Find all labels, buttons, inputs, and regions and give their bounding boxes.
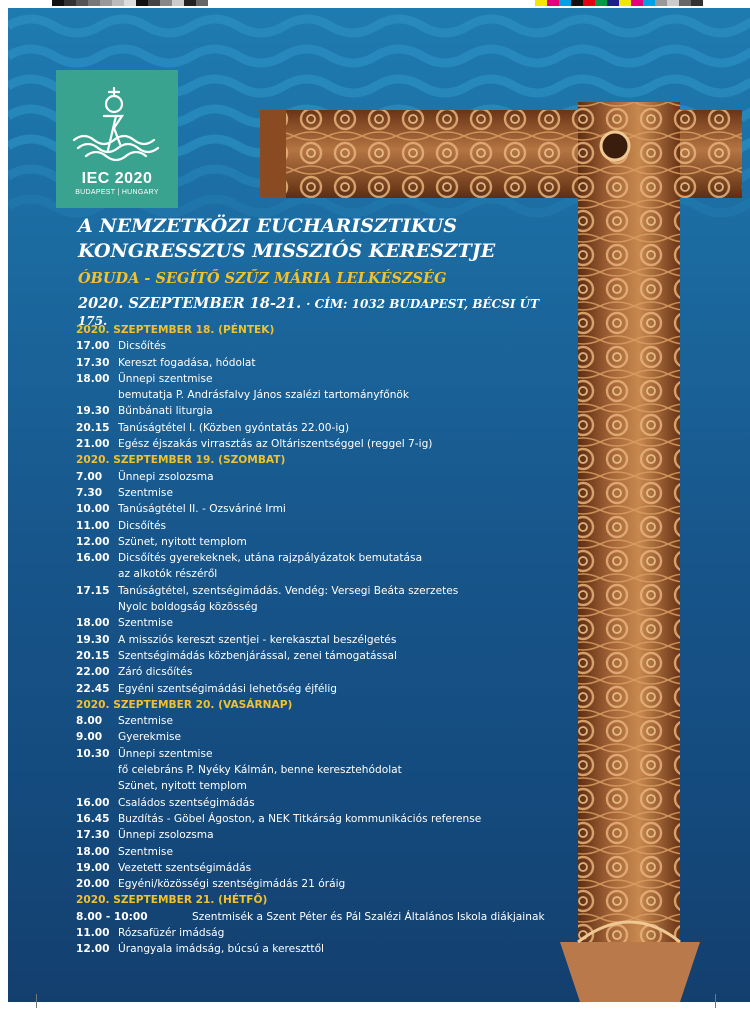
print-grayscale-bar (52, 0, 208, 6)
day-heading: 2020. SZEPTEMBER 21. (HÉTFŐ) (76, 894, 268, 907)
schedule-row: 7.30 Szentmise (76, 486, 173, 499)
schedule-row: az alkotók részéről (118, 568, 218, 581)
schedule-row: 16.00 Családos szentségimádás (76, 796, 255, 809)
logo-location: BUDAPEST | HUNGARY (75, 189, 159, 196)
schedule-row: 10.00 Tanúságtétel II. - Ozsváriné Irmi (76, 503, 286, 516)
schedule-row: fő celebráns P. Nyéky Kálmán, benne keresztehódolat (118, 764, 402, 777)
crop-mark (36, 994, 37, 1008)
schedule-row: 18.00 Szentmise (76, 617, 173, 630)
schedule-row: 17.00 Dicsőítés (76, 340, 167, 353)
title-line-2: KONGRESSZUS MISSZIÓS KERESZTJE (78, 240, 496, 262)
title-line-1: A NEMZETKÖZI EUCHARISZTIKUS (78, 215, 457, 237)
schedule-row: 10.30 Ünnepi szentmise (76, 747, 213, 760)
schedule-row: 19.00 Vezetett szentségimádás (76, 861, 252, 874)
schedule (76, 322, 546, 958)
schedule-row: 11.00 Dicsőítés (76, 519, 167, 532)
schedule-row: 19.30 Bűnbánati liturgia (76, 405, 213, 418)
day-heading: 2020. SZEPTEMBER 20. (VASÁRNAP) (76, 698, 293, 711)
schedule-row: Nyolc boldogság közösség (118, 601, 258, 614)
iec-logo (56, 70, 178, 208)
schedule-row: 17.30 Kereszt fogadása, hódolat (76, 356, 256, 369)
schedule-row: bemutatja P. Andrásfalvy János szalézi tartományfőnök (118, 389, 410, 402)
schedule-row: 7.00 Ünnepi zsolozsma (76, 470, 214, 483)
schedule-row: 22.00 Záró dicsőítés (76, 666, 193, 679)
page-title (78, 214, 548, 264)
schedule-row: 8.00 - 10:00 Szentmisék a Szent Péter és Pál Szalézi Általános Iskola diákjainak (76, 910, 545, 923)
schedule-row: 11.00 Rózsafüzér imádság (76, 926, 225, 939)
schedule-row: 19.30 A missziós kereszt szentjei - kerekasztal beszélgetés (76, 633, 397, 646)
schedule-row: 20.15 Szentségimádás közbenjárással, zenei támogatással (76, 649, 397, 662)
schedule-row: 18.00 Ünnepi szentmise (76, 372, 213, 385)
schedule-row: 16.00 Dicsőítés gyerekeknek, utána rajzpályázatok bemutatása (76, 552, 423, 565)
schedule-row: 20.15 Tanúságtétel I. (Közben gyóntatás 22.00-ig) (76, 421, 350, 434)
schedule-row: 17.30 Ünnepi zsolozsma (76, 829, 214, 842)
logo-name: IEC 2020 (81, 170, 153, 187)
schedule-row: Szünet, nyitott templom (118, 780, 247, 793)
poster (8, 8, 750, 1002)
schedule-row: 8.00 Szentmise (76, 715, 173, 728)
print-color-bar (535, 0, 703, 6)
schedule-row: 22.45 Egyéni szentségimádási lehetőség éjfélig (76, 682, 338, 695)
schedule-row: 21.00 Egész éjszakás virrasztás az Oltáriszentséggel (reggel 7-ig) (76, 438, 433, 451)
eucharist-cross-wave-icon (56, 70, 178, 170)
schedule-row: 16.45 Buzdítás - Göbel Ágoston, a NEK Titkárság kommunikációs referense (76, 812, 482, 825)
address: · CÍM: 1032 BUDAPEST, BÉCSI ÚT 175. (78, 297, 540, 328)
schedule-row: 17.15 Tanúságtétel, szentségimádás. Vendég: Versegi Beáta szerzetes (76, 584, 459, 597)
crop-mark (715, 994, 716, 1008)
schedule-row: 20.00 Egyéni/közösségi szentségimádás 21 óráig (76, 878, 346, 891)
schedule-row: 18.00 Szentmise (76, 845, 173, 858)
day-heading: 2020. SZEPTEMBER 18. (PÉNTEK) (76, 324, 275, 336)
schedule-row: 12.00 Szünet, nyitott templom (76, 535, 247, 548)
schedule-row: 9.00 Gyerekmise (76, 731, 182, 744)
venue: ÓBUDA - SEGÍTŐ SZŰZ MÁRIA LELKÉSZSÉG (78, 270, 447, 287)
schedule-row: 12.00 Úrangyala imádság, búcsú a kereszttől (76, 943, 325, 956)
dates: 2020. SZEPTEMBER 18-21. (78, 295, 302, 312)
day-heading: 2020. SZEPTEMBER 19. (SZOMBAT) (76, 454, 286, 467)
